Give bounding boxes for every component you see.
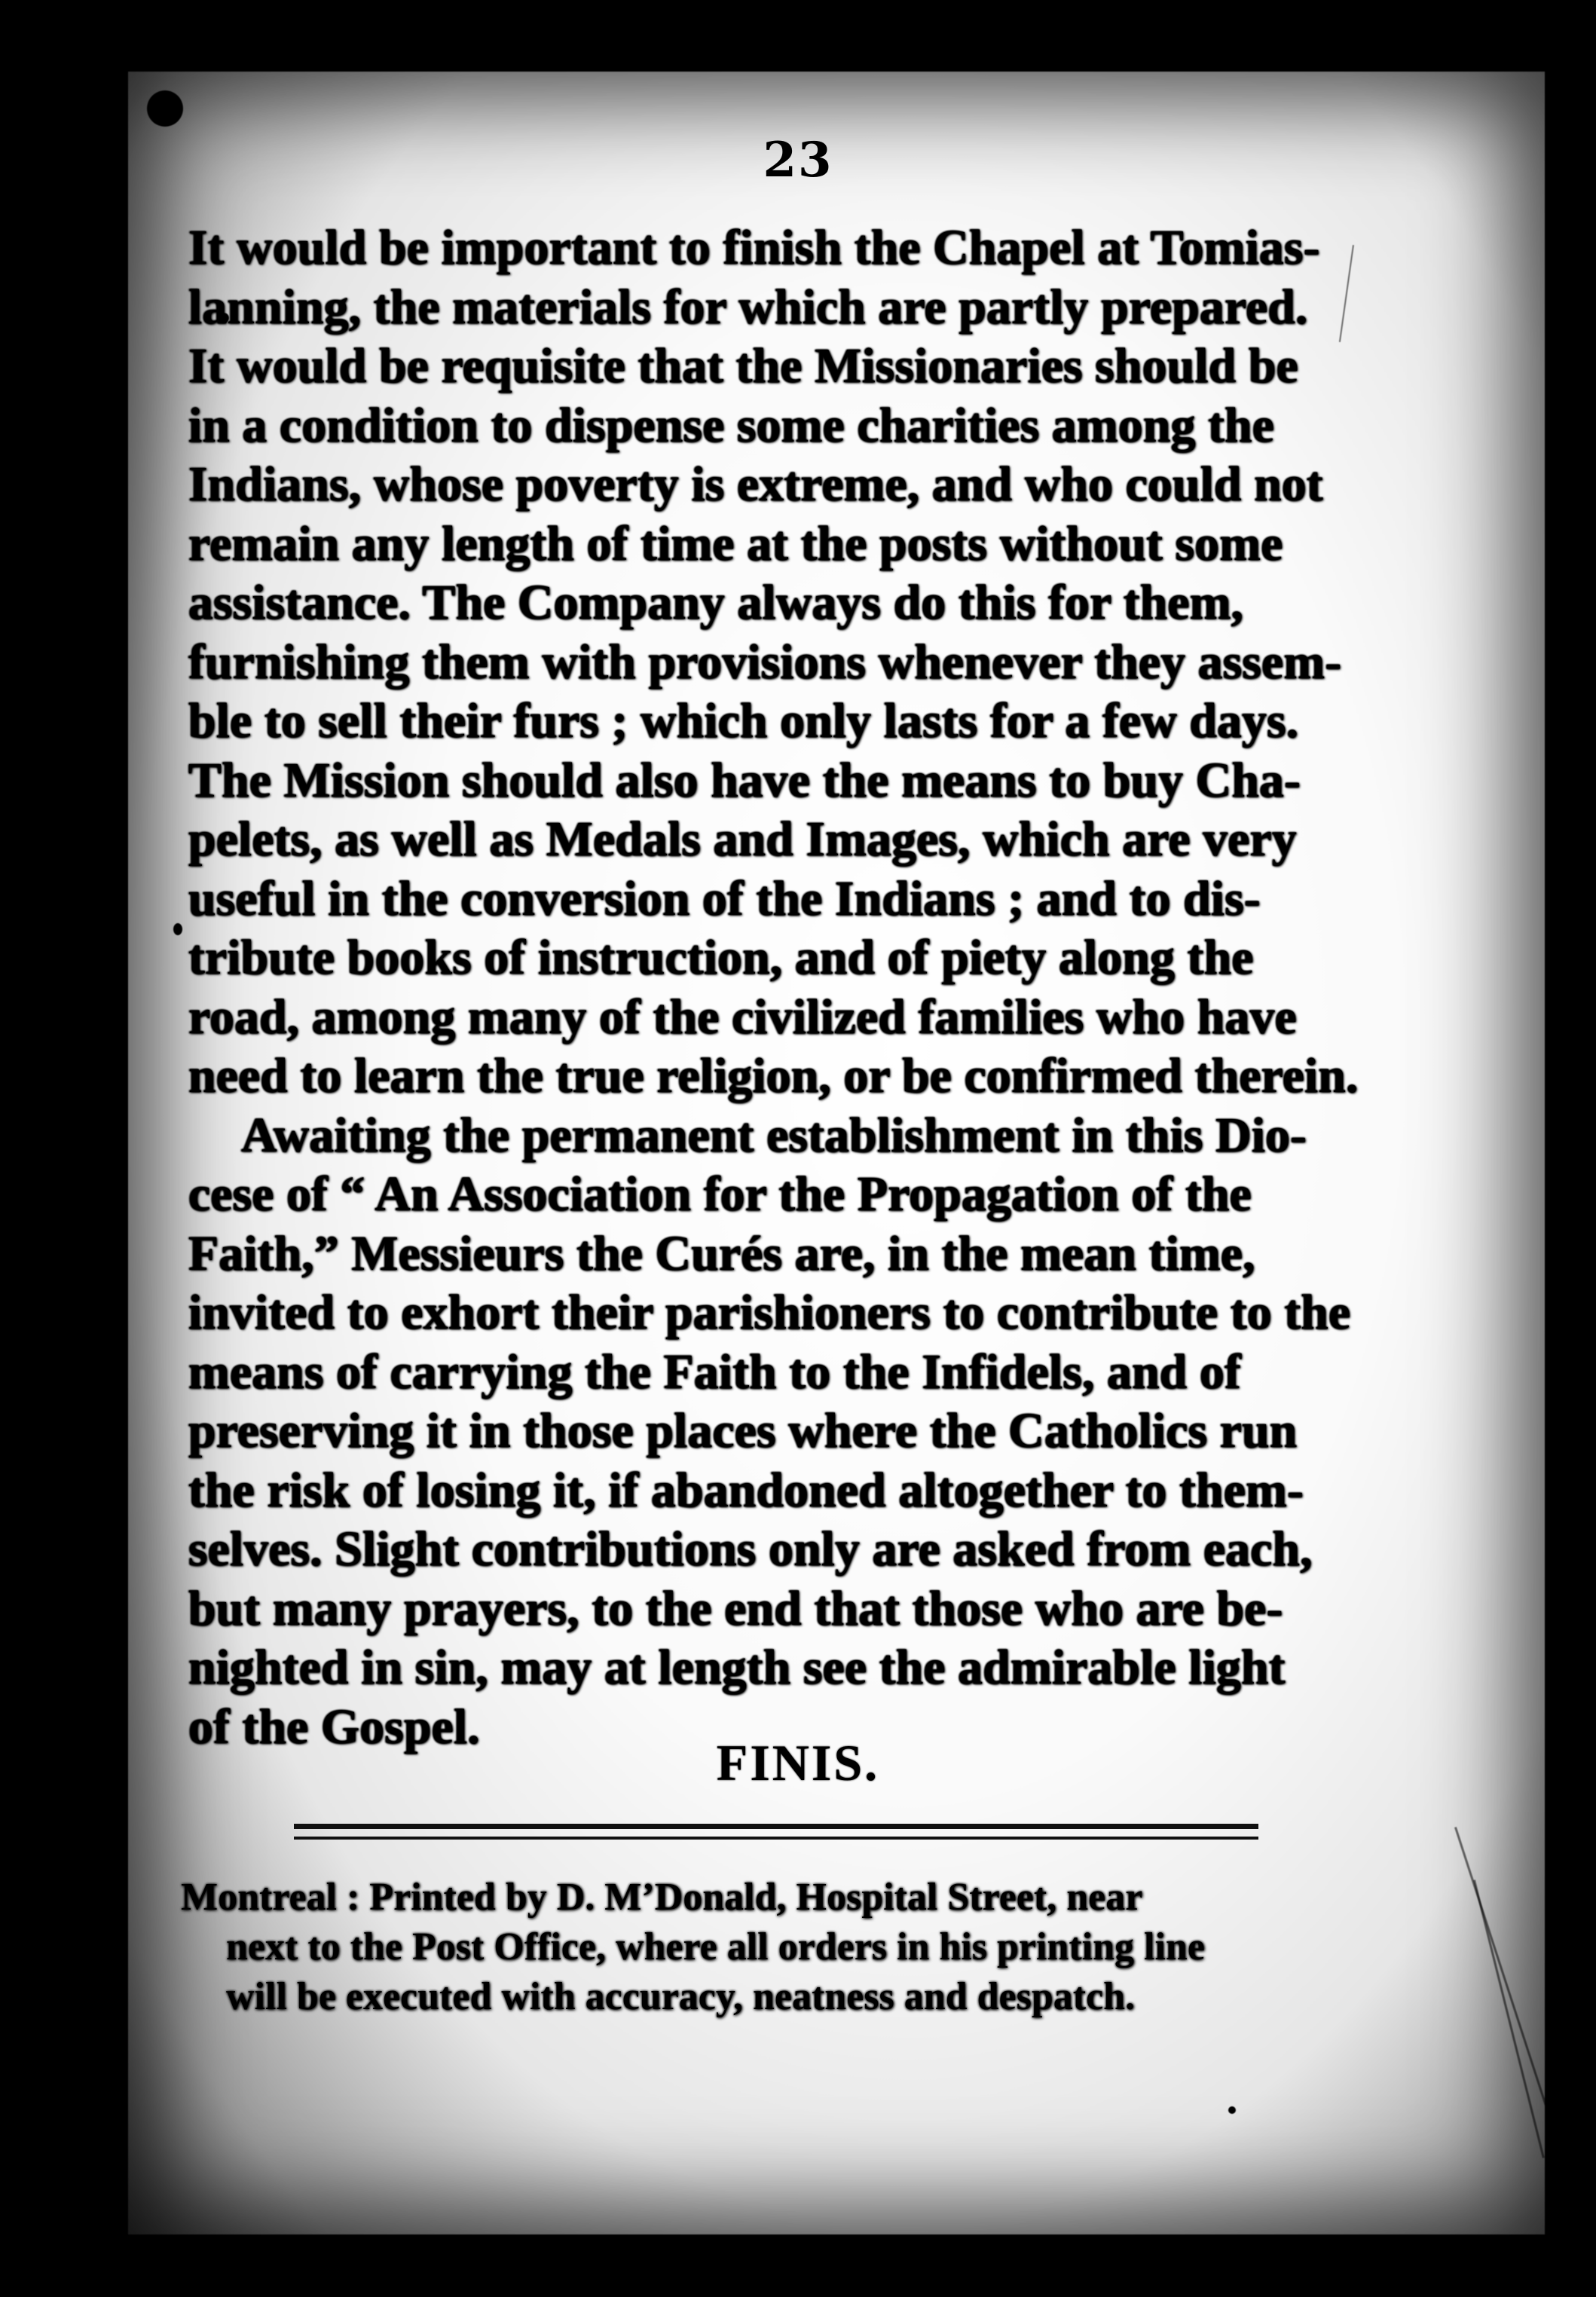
text-line: Faith,” Messieurs the Curés are, in the mean time,: [188, 1225, 1255, 1281]
text-line: means of carrying the Faith to the Infidels, and of: [188, 1344, 1241, 1399]
finis-heading: FINIS.: [716, 1734, 880, 1791]
text-line: selves. Slight contributions only are asked from each,: [188, 1522, 1313, 1577]
text-line: but many prayers, to the end that those who are be-: [188, 1580, 1283, 1636]
text-line: in a condition to dispense some charities among the: [188, 397, 1275, 453]
text-line: ble to sell their furs ; which only lasts for a few days.: [188, 693, 1299, 748]
page-number: 23: [763, 132, 833, 188]
text-line: lanning, the materials for which are partly prepared.: [188, 279, 1308, 335]
text-line: useful in the conversion of the Indians ; and to dis-: [188, 870, 1261, 926]
text-line: invited to exhort their parishioners to contribute to the: [188, 1285, 1351, 1340]
text-line: pelets, as well as Medals and Images, which are very: [188, 812, 1297, 867]
text-line: preserving it in those places where the Catholics run: [188, 1403, 1298, 1458]
text-line: The Mission should also have the means to buy Cha-: [188, 752, 1301, 808]
printer-imprint: [181, 1873, 1371, 2022]
text-line: tribute books of instruction, and of piety along the: [188, 930, 1254, 985]
body-text: [188, 219, 1371, 1757]
ink-speck: [561, 2257, 567, 2263]
paragraph-2: [188, 1106, 1371, 1757]
text-line: It would be requisite that the Missionaries should be: [188, 338, 1298, 393]
divider-rule: [294, 1824, 1258, 1829]
imprint-line: will be executed with accuracy, neatness and despatch.: [226, 1975, 1136, 2018]
ink-speck: [173, 923, 182, 935]
paper-crease: [1473, 1880, 1545, 2158]
text-line: of the Gospel.: [188, 1699, 480, 1754]
text-line: remain any length of time at the posts without some: [188, 515, 1283, 571]
text-line: need to learn the true religion, or be confirmed therein.: [188, 1048, 1359, 1103]
divider-rule: [294, 1837, 1258, 1840]
imprint-line: next to the Post Office, where all orders in his printing line: [226, 1925, 1205, 1968]
text-line: nighted in sin, may at length see the admirable light: [188, 1640, 1286, 1695]
ink-speck: [1228, 2106, 1236, 2114]
text-line: Indians, whose poverty is extreme, and who could not: [188, 457, 1323, 512]
ink-blot: [147, 90, 183, 127]
text-line: It would be important to finish the Chapel at Tomias-: [188, 220, 1320, 275]
text-line: cese of “ An Association for the Propagation of the: [188, 1167, 1252, 1222]
paper-crease: [1454, 1827, 1555, 2128]
text-line: Awaiting the permanent establishment in this Dio-: [241, 1107, 1307, 1163]
imprint-line: Montreal : Printed by D. M’Donald, Hospital Street, near: [181, 1876, 1143, 1919]
text-line: the risk of losing it, if abandoned altogether to them-: [188, 1462, 1304, 1518]
text-line: road, among many of the civilized families who have: [188, 989, 1297, 1045]
text-line: furnishing them with provisions whenever they assem-: [188, 634, 1342, 690]
text-line: assistance. The Company always do this for them,: [188, 575, 1244, 630]
paragraph-1: [188, 219, 1371, 1106]
